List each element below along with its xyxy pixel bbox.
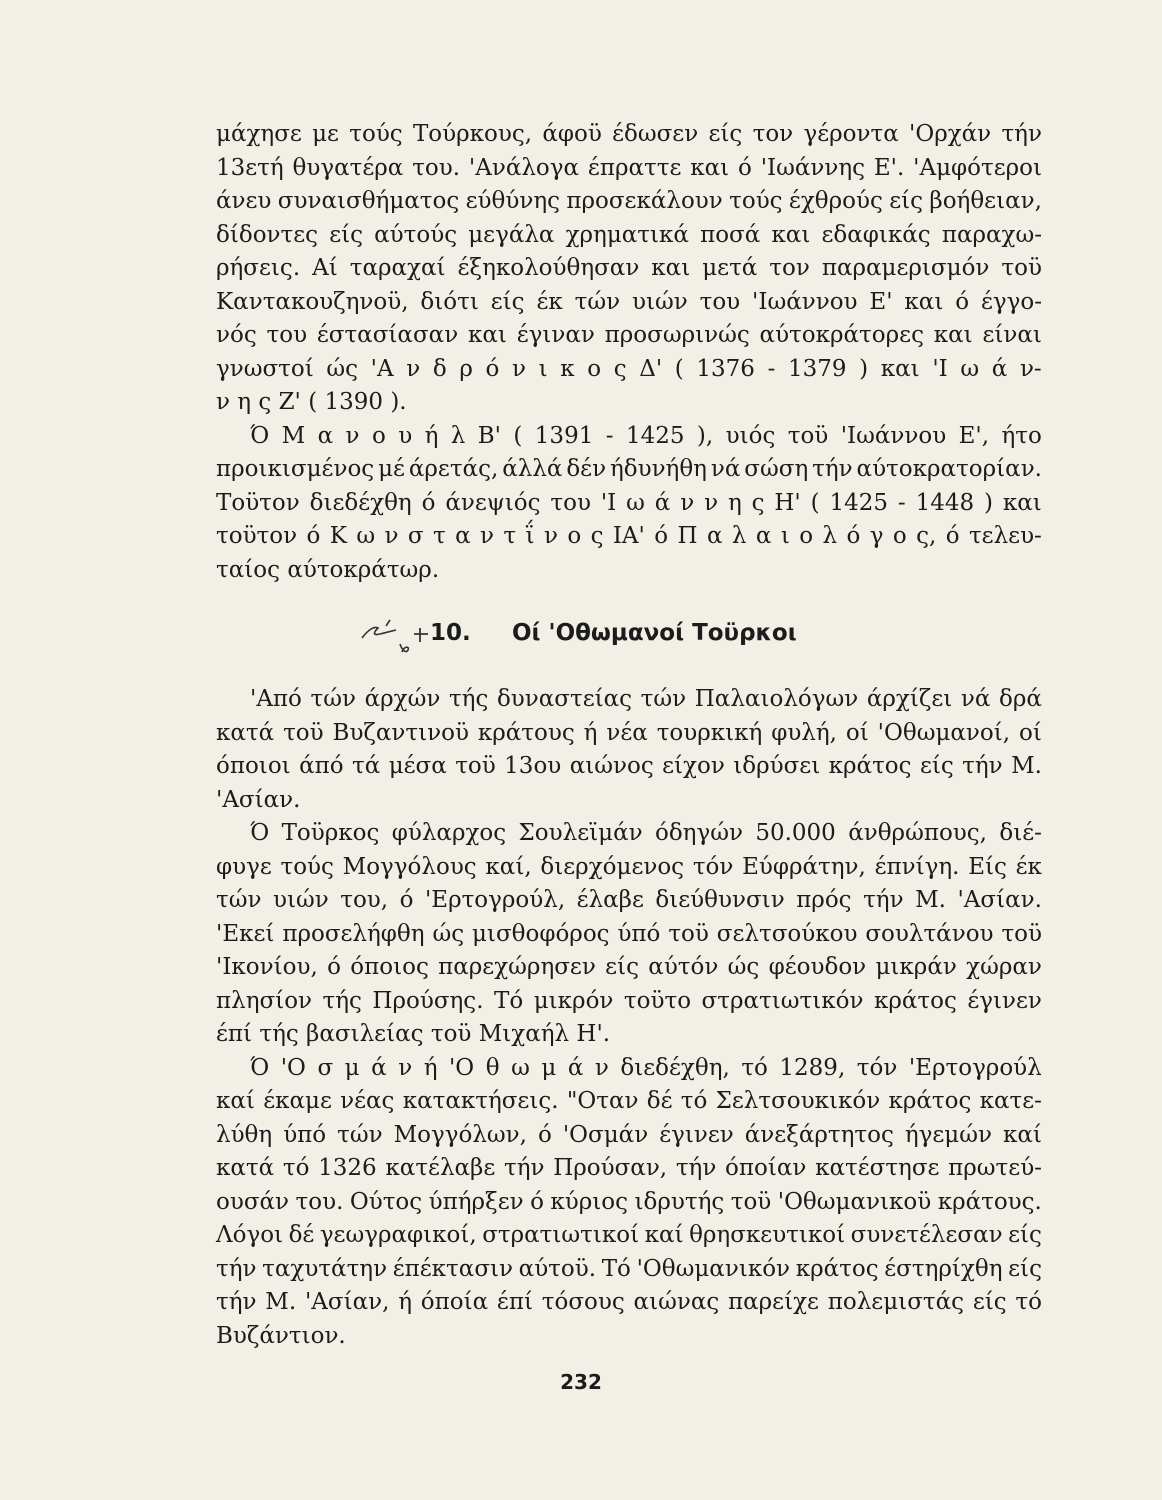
text-line: νός του έστασίασαν και έγιναν προσωρινώς αύτοκράτορες και είναι — [216, 322, 1042, 348]
page-number: 232 — [560, 1370, 602, 1394]
text-line: 'Ασίαν. — [216, 786, 301, 813]
text-line: Ό Μ α ν ο υ ή λ Β' ( 1391 - 1425 ), υιός τοϋ 'Ιωάννου Ε', ήτο — [250, 422, 1042, 449]
paragraph-5 — [216, 1052, 1042, 1354]
paragraph-3 — [216, 683, 1042, 817]
text-line: Καντακουζηνοϋ, διότι είς έκ τών υιών του 'Ιωάννου Ε' και ό έγγο- — [216, 288, 1042, 315]
text-line: τήν ταχυτάτην έπέκτασιν αύτοϋ. Τό 'Οθωμανικόν κράτος έστηρίχθη είς — [216, 1255, 1042, 1282]
text-line: κατά τοϋ Βυζαντινοϋ κράτους ή νέα τουρκική φυλή, οί 'Οθωμανοί, οί — [216, 719, 1042, 746]
text-line: Τοϋτον διεδέχθη ό άνεψιός του 'Ι ω ά ν ν η ς Η' ( 1425 - 1448 ) και — [216, 489, 1042, 516]
text-line: άνευ συναισθήματος εύθύνης προσεκάλουν τούς έχθρούς είς βοήθειαν, — [216, 188, 1042, 214]
text-line: Ό Τοϋρκος φύλαρχος Σουλεϊμάν όδηγών 50.000 άνθρώπους, διέ- — [250, 820, 1042, 846]
text-line: λύθη ύπό τών Μογγόλων, ό 'Οσμάν έγινεν άνεξάρτητος ήγεμών καί — [216, 1121, 1042, 1148]
text-line: γνωστοί ώς 'Α ν δ ρ ό ν ι κ ο ς Δ' ( 1376 - 1379 ) και 'Ι ω ά ν- — [216, 355, 1042, 382]
text-line: τών υιών του, ό 'Ερτογρούλ, έλαβε διεύθυνσιν πρός τήν Μ. 'Ασίαν. — [216, 887, 1042, 913]
text-line: τήν Μ. 'Ασίαν, ή όποία έπί τόσους αιώνας παρείχε πολεμιστάς είς τό — [216, 1289, 1042, 1315]
text-line: προικισμένος μέ άρετάς, άλλά δέν ήδυνήθη νά σώση τήν αύτοκρατορίαν. — [216, 456, 1042, 482]
heading-number: 10. — [430, 620, 471, 646]
text-line: δίδοντες είς αύτούς μεγάλα χρηματικά ποσά και εδαφικάς παραχω- — [216, 221, 1042, 248]
text-line: κατά τό 1326 κατέλαβε τήν Προύσαν, τήν όποίαν κατέστησε πρωτεύ- — [216, 1155, 1042, 1181]
text-line: όποιοι άπό τά μέσα τοϋ 13ου αιώνος είχον ιδρύσει κράτος είς τήν Μ. — [216, 753, 1042, 779]
handwritten-correction-icon — [356, 610, 428, 656]
text-line: ρήσεις. Αί ταραχαί έξηκολούθησαν και μετά τον παραμερισμόν τοϋ — [216, 255, 1042, 281]
text-line: ταίος αύτοκράτωρ. — [216, 556, 440, 583]
paragraph-2 — [216, 420, 1042, 588]
text-line: 'Από τών άρχών τής δυναστείας τών Παλαιολόγων άρχίζει νά δρά — [250, 686, 1042, 712]
text-line: ουσάν του. Ούτος ύπήρξεν ό κύριος ιδρυτής τοϋ 'Οθωμανικοϋ κράτους. — [216, 1188, 1042, 1215]
section-heading — [216, 616, 1042, 654]
text-line: 'Ικονίου, ό όποιος παρεχώρησεν είς αύτόν ώς φέουδον μικράν χώραν — [216, 954, 1042, 980]
text-line: 'Εκεί προσελήφθη ώς μισθοφόρος ύπό τοϋ σελτσούκου σουλτάνου τοϋ — [216, 920, 1042, 947]
heading-title: Οί 'Οθωμανοί Τοϋρκοι — [512, 620, 797, 646]
text-line: καί έκαμε νέας κατακτήσεις. "Οταν δέ τό Σελτσουκικόν κράτος κατε- — [216, 1088, 1042, 1114]
paragraph-4 — [216, 817, 1042, 1052]
paragraph-1 — [216, 118, 1042, 420]
page-body — [216, 118, 1042, 1353]
text-line: φυγε τούς Μογγόλους καί, διερχόμενος τόν Εύφράτην, έπνίγη. Είς έκ — [216, 853, 1042, 880]
text-line: μάχησε με τούς Τούρκους, άφοϋ έδωσεν είς τον γέροντα 'Ορχάν τήν — [216, 121, 1042, 147]
text-line: 13ετή θυγατέρα του. 'Ανάλογα έπραττε και ό 'Ιωάννης Ε'. 'Αμφότεροι — [216, 154, 1042, 181]
text-line: Βυζάντιον. — [216, 1322, 346, 1349]
text-line: τοϋτον ό Κ ω ν σ τ α ν τ ΐ ν ο ς ΙΑ' ό Π α λ α ι ο λ ό γ ο ς, ό τελευ- — [216, 523, 1042, 549]
text-line: ν η ς Ζ' ( 1390 ). — [216, 389, 407, 415]
text-line: πλησίον τής Προύσης. Τό μικρόν τοϋτο στρατιωτικόν κράτος έγινεν — [216, 987, 1042, 1014]
text-line: Λόγοι δέ γεωγραφικοί, στρατιωτικοί καί θρησκευτικοί συνετέλεσαν είς — [216, 1222, 1042, 1248]
text-line: Ό 'Ο σ μ ά ν ή 'Ο θ ω μ ά ν διεδέχθη, τό 1289, τόν 'Ερτογρούλ — [250, 1054, 1042, 1081]
text-line: έπί τής βασιλείας τοϋ Μιχαήλ Η'. — [216, 1021, 611, 1047]
